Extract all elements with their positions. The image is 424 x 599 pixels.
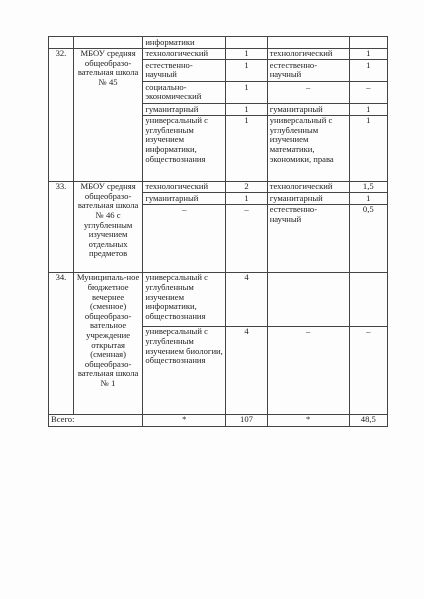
value-cell: – (226, 204, 267, 272)
school-name: МБОУ средняя общеобразо-вательная школа № 46 с углубленным изучением отдельных предметов (73, 181, 142, 272)
cell (73, 37, 142, 49)
profile-cell: технологический (267, 48, 349, 60)
profile-cell: технологический (267, 181, 349, 193)
value-cell (349, 272, 387, 326)
cell (49, 37, 74, 49)
value-cell: 1 (226, 60, 267, 82)
value-cell: 1,5 (349, 181, 387, 193)
value-cell: 1 (349, 115, 387, 181)
row-number: 33. (49, 181, 74, 272)
cell: информатики (143, 37, 226, 49)
profile-cell: технологический (143, 48, 226, 60)
value-cell: – (349, 326, 387, 414)
value-cell: 1 (349, 104, 387, 116)
cell (267, 37, 349, 49)
value-cell: 1 (226, 193, 267, 205)
row-number: 32. (49, 48, 74, 181)
value-cell: 2 (226, 181, 267, 193)
cell (226, 37, 267, 49)
profile-cell: – (267, 82, 349, 104)
total-row (49, 414, 388, 426)
value-cell: 4 (226, 272, 267, 326)
profile-cell: гуманитарный (143, 193, 226, 205)
value-cell: 4 (226, 326, 267, 414)
value-cell: 1 (226, 104, 267, 116)
value-cell: 1 (349, 60, 387, 82)
value-cell: – (349, 82, 387, 104)
value-cell: 1 (226, 82, 267, 104)
total-cell: * (143, 414, 226, 426)
profile-cell: гуманитарный (267, 104, 349, 116)
value-cell: 1 (349, 193, 387, 205)
profile-cell: универсальный с углубленным изучением биологии, обществознания (143, 326, 226, 414)
profile-cell: технологический (143, 181, 226, 193)
total-label: Всего: (49, 414, 143, 426)
profile-cell: универсальный с углубленным изучением информатики, обществознания (143, 115, 226, 181)
school-name: МБОУ средняя общеобразо-вательная школа № 45 (73, 48, 142, 181)
table-row (49, 48, 388, 60)
table-row (49, 37, 388, 49)
value-cell: 1 (226, 115, 267, 181)
profile-cell: гуманитарный (143, 104, 226, 116)
profile-cell: естественно-научный (267, 60, 349, 82)
school-name: Муниципаль-ное бюджетное вечернее (сменное) общеобразо-вательное учреждение открытая (сменная) общеобразо-вательная школа № 1 (73, 272, 142, 414)
table-row (49, 181, 388, 193)
profile-cell (267, 272, 349, 326)
profile-cell: социально-экономический (143, 82, 226, 104)
row-number: 34. (49, 272, 74, 414)
total-cell: * (267, 414, 349, 426)
profile-cell: универсальный с углубленным изучением информатики, обществознания (143, 272, 226, 326)
total-cell: 107 (226, 414, 267, 426)
total-cell: 48,5 (349, 414, 387, 426)
profile-cell: естественно-научный (143, 60, 226, 82)
profile-cell: естественно-научный (267, 204, 349, 272)
profile-cell: универсальный с углубленным изучением математики, экономики, права (267, 115, 349, 181)
value-cell: 1 (349, 48, 387, 60)
profile-cell: гуманитарный (267, 193, 349, 205)
profile-cell: – (143, 204, 226, 272)
table-row (49, 272, 388, 326)
value-cell: 1 (226, 48, 267, 60)
value-cell: 0,5 (349, 204, 387, 272)
school-profiles-table (48, 36, 388, 427)
profile-cell: – (267, 326, 349, 414)
cell (349, 37, 387, 49)
